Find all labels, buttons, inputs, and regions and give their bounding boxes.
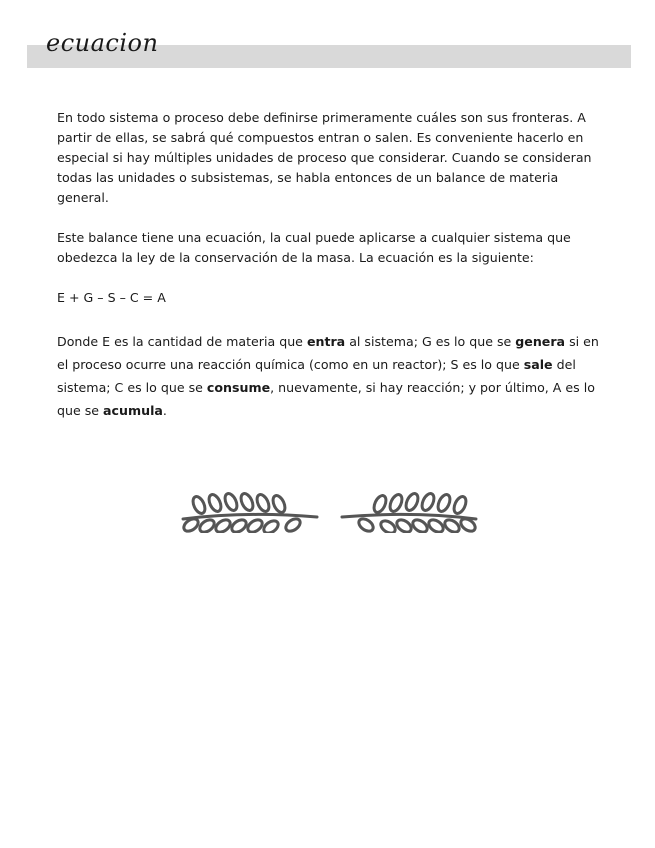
laurel-branches-icon bbox=[177, 485, 482, 533]
text-span: al sistema; G es lo que se bbox=[345, 334, 516, 349]
text-span: del sistema; C es lo que se bbox=[57, 357, 576, 395]
text-span: , nuevamente, si hay reacción; y por último, A es lo que se bbox=[57, 380, 595, 418]
text-span: Donde E es la cantidad de materia que bbox=[57, 334, 307, 349]
keyword-sale: sale bbox=[523, 357, 553, 372]
paragraph-definitions bbox=[57, 330, 613, 422]
keyword-genera: genera bbox=[515, 334, 566, 349]
keyword-entra: entra bbox=[306, 334, 346, 349]
paragraph-fronteras: En todo sistema o proceso debe definirse primeramente cuáles son sus fronteras. A partir de ellas, se sabrá qué compuestos entran o salen. Es conveniente hacerlo en especial si hay múltiples unidades de proceso que considerar. Cuando se consideran todas las unidades o subsistemas, se habla entonces de un balance de materia general. bbox=[57, 110, 592, 205]
paragraph-balance: Este balance tiene una ecuación, la cual puede aplicarse a cualquier sistema que obedezca la ley de la conservación de la masa. La ecuación es la siguiente: bbox=[57, 230, 571, 265]
body-text bbox=[57, 108, 613, 422]
text-span: si en el proceso ocurre una reacción química (como en un reactor); S es lo que bbox=[57, 334, 599, 372]
text-span: . bbox=[162, 403, 167, 418]
keyword-consume: consume bbox=[206, 380, 271, 395]
right-branch-icon bbox=[342, 492, 477, 533]
keyword-acumula: acumula bbox=[103, 403, 163, 418]
equation: E + G – S – C = A bbox=[57, 290, 166, 305]
left-branch-icon bbox=[182, 492, 317, 533]
section-title: ecuacion bbox=[46, 29, 159, 57]
